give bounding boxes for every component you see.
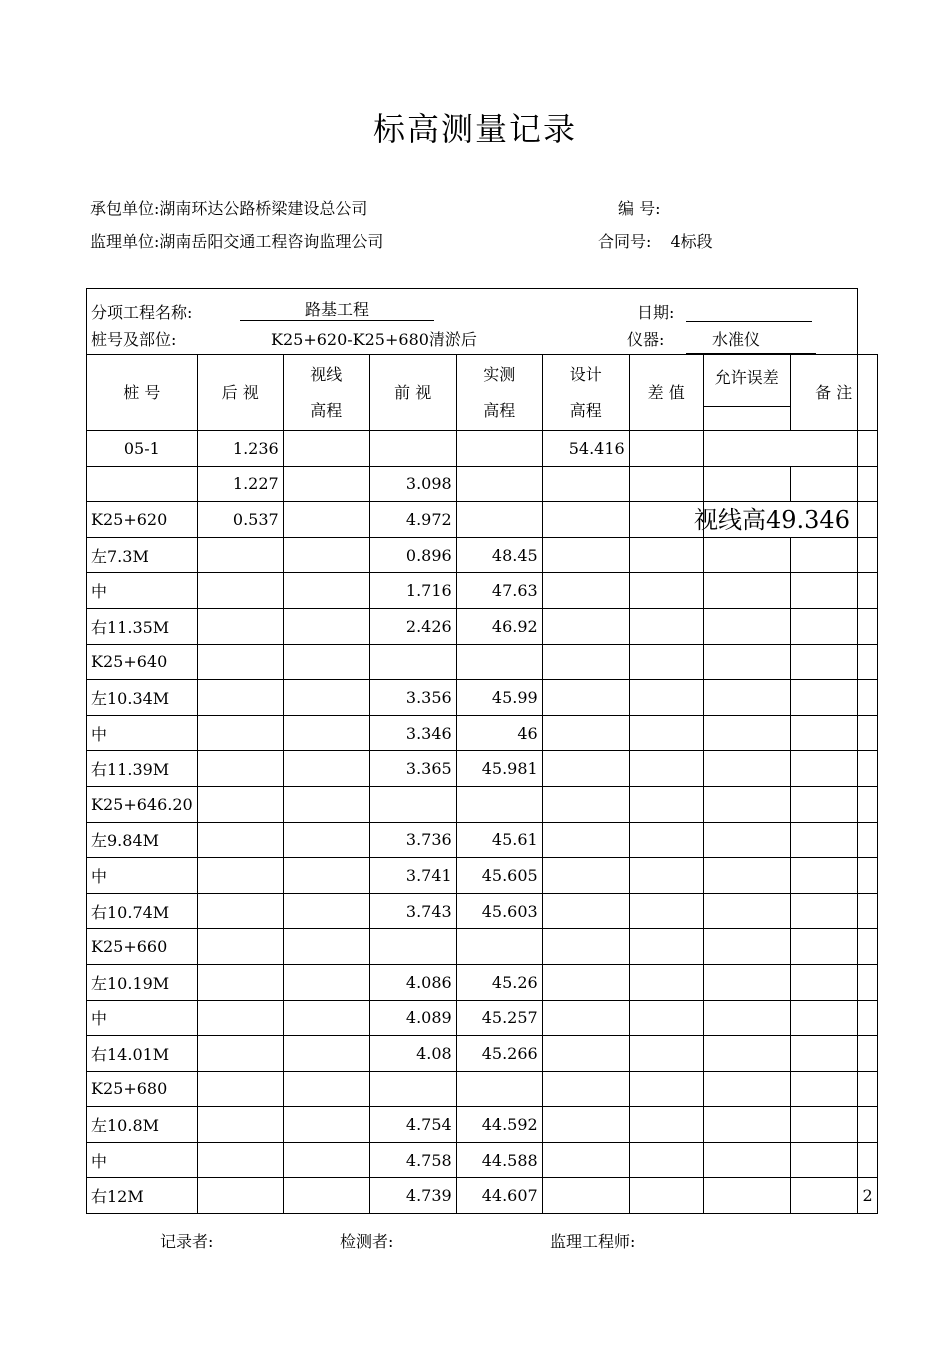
remark-cell bbox=[790, 1036, 877, 1072]
col-measured bbox=[456, 355, 542, 431]
tolerance-cell bbox=[703, 431, 877, 467]
hi-cell bbox=[283, 1000, 369, 1036]
col-foresight: 前 视 bbox=[369, 355, 456, 431]
backsight-cell bbox=[197, 680, 283, 716]
measured-cell bbox=[456, 466, 542, 502]
col-measured-line1: 实测 bbox=[483, 364, 516, 384]
diff-cell bbox=[629, 751, 703, 787]
table-row bbox=[87, 929, 878, 965]
station-cell: 左10.34M bbox=[87, 680, 198, 716]
col-tolerance-sub bbox=[703, 407, 790, 431]
contract-label: 合同号: bbox=[598, 232, 652, 251]
backsight-cell bbox=[197, 1036, 283, 1072]
remark-cell bbox=[790, 537, 877, 573]
design-cell bbox=[542, 858, 629, 894]
col-remark: 备 注 bbox=[790, 355, 877, 431]
page-title: 标高测量记录 bbox=[372, 110, 577, 148]
col-station: 桩 号 bbox=[87, 355, 198, 431]
backsight-cell bbox=[197, 929, 283, 965]
remark-cell bbox=[790, 715, 877, 751]
foresight-cell bbox=[369, 786, 456, 822]
backsight-cell bbox=[197, 751, 283, 787]
station-cell: K25+640 bbox=[87, 644, 198, 680]
survey-table bbox=[86, 354, 878, 1214]
remark-cell bbox=[790, 929, 877, 965]
diff-cell bbox=[629, 893, 703, 929]
table-row bbox=[87, 608, 878, 644]
table-row bbox=[87, 680, 878, 716]
backsight-cell bbox=[197, 537, 283, 573]
recorder-label: 记录者: bbox=[160, 1232, 214, 1251]
tolerance-cell bbox=[703, 466, 790, 502]
design-cell bbox=[542, 1036, 629, 1072]
item-label: 分项工程名称: bbox=[91, 303, 193, 322]
tolerance-cell bbox=[703, 573, 790, 609]
hi-cell bbox=[283, 644, 369, 680]
backsight-cell: 0.537 bbox=[197, 502, 283, 538]
hi-cell bbox=[283, 502, 369, 538]
remark-cell bbox=[790, 822, 877, 858]
station-cell: 左10.8M bbox=[87, 1107, 198, 1143]
col-backsight: 后 视 bbox=[197, 355, 283, 431]
table-row bbox=[87, 964, 878, 1000]
foresight-cell: 3.365 bbox=[369, 751, 456, 787]
contractor-line bbox=[90, 196, 367, 219]
design-cell bbox=[542, 466, 629, 502]
diff-cell bbox=[629, 1178, 703, 1214]
table-row bbox=[87, 1036, 878, 1072]
hi-cell bbox=[283, 893, 369, 929]
diff-cell bbox=[629, 502, 703, 538]
station-cell: 中 bbox=[87, 573, 198, 609]
instrument-label: 仪器: bbox=[627, 330, 665, 349]
tolerance-cell bbox=[703, 786, 790, 822]
instrument-value: 水准仪 bbox=[712, 330, 761, 349]
measured-cell: 44.592 bbox=[456, 1107, 542, 1143]
tolerance-cell bbox=[703, 608, 790, 644]
diff-cell bbox=[629, 573, 703, 609]
hi-note: 视线高49.346 bbox=[694, 506, 850, 534]
design-cell bbox=[542, 644, 629, 680]
hi-cell bbox=[283, 786, 369, 822]
backsight-cell bbox=[197, 858, 283, 894]
tolerance-cell bbox=[703, 680, 790, 716]
measured-cell bbox=[456, 502, 542, 538]
remark-cell bbox=[790, 644, 877, 680]
remark-cell bbox=[790, 893, 877, 929]
backsight-cell: 1.227 bbox=[197, 466, 283, 502]
table-row bbox=[87, 858, 878, 894]
hi-cell bbox=[283, 431, 369, 467]
date-field bbox=[686, 300, 812, 322]
remark-cell bbox=[790, 608, 877, 644]
design-cell bbox=[542, 573, 629, 609]
col-design-line2: 高程 bbox=[569, 400, 602, 420]
table-row bbox=[87, 1071, 878, 1107]
measured-cell bbox=[456, 929, 542, 965]
table-row bbox=[87, 715, 878, 751]
foresight-cell: 4.739 bbox=[369, 1178, 456, 1214]
diff-cell bbox=[629, 608, 703, 644]
remark-cell bbox=[790, 680, 877, 716]
measured-cell bbox=[456, 1071, 542, 1107]
col-hi-line2: 高程 bbox=[310, 400, 343, 420]
measured-cell: 45.981 bbox=[456, 751, 542, 787]
station-cell: 中 bbox=[87, 858, 198, 894]
foresight-cell: 3.741 bbox=[369, 858, 456, 894]
backsight-cell bbox=[197, 1107, 283, 1143]
design-cell bbox=[542, 964, 629, 1000]
remark-cell bbox=[790, 1107, 877, 1143]
remark-cell bbox=[790, 1000, 877, 1036]
design-cell bbox=[542, 1000, 629, 1036]
backsight-cell bbox=[197, 1071, 283, 1107]
tolerance-cell bbox=[703, 751, 790, 787]
diff-cell bbox=[629, 929, 703, 965]
contract-line bbox=[598, 229, 713, 252]
measured-cell: 46.92 bbox=[456, 608, 542, 644]
foresight-cell: 4.089 bbox=[369, 1000, 456, 1036]
foresight-cell: 0.896 bbox=[369, 537, 456, 573]
foresight-cell: 3.743 bbox=[369, 893, 456, 929]
foresight-cell: 4.08 bbox=[369, 1036, 456, 1072]
station-cell bbox=[87, 466, 198, 502]
table-row bbox=[87, 431, 878, 467]
remark-cell bbox=[790, 964, 877, 1000]
backsight-cell bbox=[197, 1000, 283, 1036]
remark-cell bbox=[790, 858, 877, 894]
backsight-cell bbox=[197, 1142, 283, 1178]
col-design-line1: 设计 bbox=[569, 364, 602, 384]
tolerance-cell bbox=[703, 537, 790, 573]
foresight-cell bbox=[369, 1071, 456, 1107]
col-diff: 差 值 bbox=[629, 355, 703, 431]
foresight-cell: 4.754 bbox=[369, 1107, 456, 1143]
date-label: 日期: bbox=[637, 303, 675, 322]
hi-cell bbox=[283, 964, 369, 1000]
tolerance-cell bbox=[703, 644, 790, 680]
foresight-cell: 3.346 bbox=[369, 715, 456, 751]
foresight-cell: 2.426 bbox=[369, 608, 456, 644]
backsight-cell bbox=[197, 1178, 283, 1214]
col-measured-line2: 高程 bbox=[483, 400, 516, 420]
hi-cell bbox=[283, 608, 369, 644]
foresight-cell bbox=[369, 431, 456, 467]
measured-cell: 45.257 bbox=[456, 1000, 542, 1036]
item-value: 路基工程 bbox=[240, 300, 434, 321]
hi-cell bbox=[283, 1071, 369, 1107]
col-tolerance: 允许误差 bbox=[703, 355, 790, 407]
hi-cell bbox=[283, 1142, 369, 1178]
station-cell: 右10.74M bbox=[87, 893, 198, 929]
station-label: 桩号及部位: bbox=[91, 330, 177, 349]
hi-cell bbox=[283, 1036, 369, 1072]
station-cell: K25+646.20 bbox=[87, 786, 198, 822]
remark-cell bbox=[790, 1142, 877, 1178]
table-row bbox=[87, 751, 878, 787]
design-cell bbox=[542, 1142, 629, 1178]
supervisor-label: 监理单位: bbox=[90, 232, 160, 251]
tolerance-cell bbox=[703, 1107, 790, 1143]
table-row bbox=[87, 1000, 878, 1036]
diff-cell bbox=[629, 858, 703, 894]
table-row bbox=[87, 573, 878, 609]
station-cell: 右12M bbox=[87, 1178, 198, 1214]
table-row bbox=[87, 1178, 878, 1214]
remark-cell bbox=[790, 786, 877, 822]
measured-cell bbox=[456, 644, 542, 680]
contract-value: 4标段 bbox=[670, 232, 713, 251]
station-cell: 中 bbox=[87, 1142, 198, 1178]
design-cell bbox=[542, 751, 629, 787]
remark-cell bbox=[790, 573, 877, 609]
station-cell: 中 bbox=[87, 715, 198, 751]
remark-cell: 2 bbox=[790, 1178, 877, 1214]
station-cell: 左10.19M bbox=[87, 964, 198, 1000]
hi-cell bbox=[283, 822, 369, 858]
backsight-cell bbox=[197, 608, 283, 644]
diff-cell bbox=[629, 1107, 703, 1143]
tolerance-cell bbox=[703, 1142, 790, 1178]
table-row bbox=[87, 893, 878, 929]
measured-cell: 44.588 bbox=[456, 1142, 542, 1178]
diff-cell bbox=[629, 1071, 703, 1107]
table-row bbox=[87, 786, 878, 822]
measured-cell: 45.61 bbox=[456, 822, 542, 858]
diff-cell bbox=[629, 537, 703, 573]
tolerance-cell bbox=[703, 1036, 790, 1072]
inspector-label: 检测者: bbox=[340, 1232, 394, 1251]
tolerance-cell bbox=[703, 822, 790, 858]
diff-cell bbox=[629, 644, 703, 680]
backsight-cell bbox=[197, 573, 283, 609]
foresight-cell: 4.758 bbox=[369, 1142, 456, 1178]
tolerance-cell bbox=[703, 1000, 790, 1036]
number-label: 编 号: bbox=[618, 199, 661, 218]
station-cell: 左7.3M bbox=[87, 537, 198, 573]
hi-cell bbox=[283, 1107, 369, 1143]
station-cell: K25+620 bbox=[87, 502, 198, 538]
contractor-value: 湖南环达公路桥梁建设总公司 bbox=[159, 199, 368, 218]
diff-cell bbox=[629, 964, 703, 1000]
foresight-cell bbox=[369, 644, 456, 680]
foresight-cell: 4.972 bbox=[369, 502, 456, 538]
tolerance-cell bbox=[703, 1071, 790, 1107]
hi-cell bbox=[283, 929, 369, 965]
table-row bbox=[87, 644, 878, 680]
table-row bbox=[87, 1142, 878, 1178]
station-cell: 05-1 bbox=[87, 431, 198, 467]
hi-cell bbox=[283, 680, 369, 716]
station-value: K25+620-K25+680清淤后 bbox=[271, 330, 477, 349]
measured-cell: 48.45 bbox=[456, 537, 542, 573]
tolerance-cell bbox=[703, 715, 790, 751]
hi-cell bbox=[283, 466, 369, 502]
diff-cell bbox=[629, 680, 703, 716]
measured-cell: 47.63 bbox=[456, 573, 542, 609]
backsight-cell bbox=[197, 715, 283, 751]
measured-cell: 45.99 bbox=[456, 680, 542, 716]
design-cell bbox=[542, 680, 629, 716]
measured-cell: 45.603 bbox=[456, 893, 542, 929]
station-cell: 左9.84M bbox=[87, 822, 198, 858]
contractor-label: 承包单位: bbox=[90, 199, 160, 218]
diff-cell bbox=[629, 1000, 703, 1036]
foresight-cell bbox=[369, 929, 456, 965]
remark-cell bbox=[790, 751, 877, 787]
diff-cell bbox=[629, 822, 703, 858]
col-hi-line1: 视线 bbox=[310, 364, 343, 384]
design-cell: 54.416 bbox=[542, 431, 629, 467]
station-cell: 中 bbox=[87, 1000, 198, 1036]
design-cell bbox=[542, 608, 629, 644]
tolerance-cell bbox=[703, 858, 790, 894]
foresight-cell: 3.356 bbox=[369, 680, 456, 716]
design-cell bbox=[542, 1178, 629, 1214]
diff-cell bbox=[629, 466, 703, 502]
hi-cell bbox=[283, 858, 369, 894]
backsight-cell bbox=[197, 786, 283, 822]
diff-cell bbox=[629, 431, 703, 467]
measured-cell bbox=[456, 431, 542, 467]
backsight-cell bbox=[197, 644, 283, 680]
measured-cell: 45.605 bbox=[456, 858, 542, 894]
diff-cell bbox=[629, 715, 703, 751]
hi-cell bbox=[283, 1178, 369, 1214]
measured-cell: 45.26 bbox=[456, 964, 542, 1000]
design-cell bbox=[542, 822, 629, 858]
measured-cell bbox=[456, 786, 542, 822]
backsight-cell: 1.236 bbox=[197, 431, 283, 467]
design-cell bbox=[542, 893, 629, 929]
design-cell bbox=[542, 786, 629, 822]
station-cell: 右14.01M bbox=[87, 1036, 198, 1072]
tolerance-cell bbox=[703, 964, 790, 1000]
engineer-label: 监理工程师: bbox=[550, 1232, 636, 1251]
remark-cell bbox=[790, 1071, 877, 1107]
design-cell bbox=[542, 1107, 629, 1143]
foresight-cell: 4.086 bbox=[369, 964, 456, 1000]
measured-cell: 44.607 bbox=[456, 1178, 542, 1214]
station-cell: 右11.39M bbox=[87, 751, 198, 787]
design-cell bbox=[542, 537, 629, 573]
col-design bbox=[542, 355, 629, 431]
station-cell: 右11.35M bbox=[87, 608, 198, 644]
tolerance-cell bbox=[703, 929, 790, 965]
measured-cell: 46 bbox=[456, 715, 542, 751]
backsight-cell bbox=[197, 964, 283, 1000]
design-cell bbox=[542, 929, 629, 965]
hi-cell bbox=[283, 537, 369, 573]
tolerance-cell bbox=[703, 893, 790, 929]
table-row bbox=[87, 1107, 878, 1143]
col-hi bbox=[283, 355, 369, 431]
design-cell bbox=[542, 715, 629, 751]
diff-cell bbox=[629, 1142, 703, 1178]
foresight-cell: 1.716 bbox=[369, 573, 456, 609]
table-row bbox=[87, 822, 878, 858]
supervisor-line bbox=[90, 229, 383, 252]
remark-cell bbox=[790, 466, 877, 502]
backsight-cell bbox=[197, 822, 283, 858]
design-cell bbox=[542, 502, 629, 538]
design-cell bbox=[542, 1071, 629, 1107]
diff-cell bbox=[629, 786, 703, 822]
hi-cell bbox=[283, 751, 369, 787]
foresight-cell: 3.098 bbox=[369, 466, 456, 502]
tolerance-cell bbox=[703, 1178, 790, 1214]
table-row bbox=[87, 466, 878, 502]
supervisor-value: 湖南岳阳交通工程咨询监理公司 bbox=[159, 232, 384, 251]
hi-cell bbox=[283, 573, 369, 609]
station-cell: K25+680 bbox=[87, 1071, 198, 1107]
foresight-cell: 3.736 bbox=[369, 822, 456, 858]
hi-cell bbox=[283, 715, 369, 751]
station-cell: K25+660 bbox=[87, 929, 198, 965]
diff-cell bbox=[629, 1036, 703, 1072]
backsight-cell bbox=[197, 893, 283, 929]
table-row bbox=[87, 537, 878, 573]
measured-cell: 45.266 bbox=[456, 1036, 542, 1072]
